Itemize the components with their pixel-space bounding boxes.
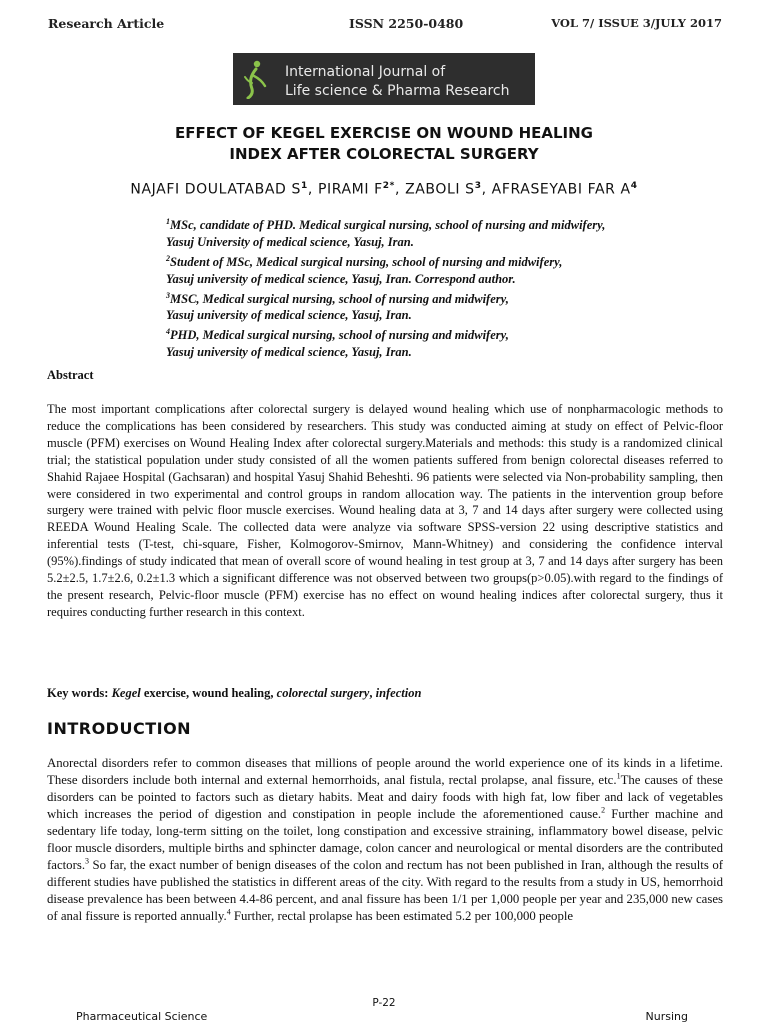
abstract-heading: Abstract	[47, 368, 94, 382]
introduction-heading: INTRODUCTION	[47, 719, 192, 738]
header-issn: ISSN 2250-0480	[349, 16, 464, 31]
author-name: NAJAFI DOULATABAD S	[130, 181, 301, 198]
citation-mark: 4	[226, 907, 231, 917]
footer-section-right: Nursing	[645, 1010, 688, 1023]
author-affiliation-mark: 4	[630, 181, 638, 191]
header-article-type: Research Article	[48, 16, 165, 31]
affiliation-line: $^1$MSc, candidate of PHD. Medical surgical nursing, school of nursing and midwifery,	[166, 217, 606, 233]
affiliation-line: $^2$Student of MSc, Medical surgical nursing, school of nursing and midwifery,	[166, 253, 563, 269]
author-name: ZABOLI S	[405, 181, 475, 198]
author-affiliation-mark: 2*	[382, 181, 395, 191]
author-affiliation-mark: 1	[300, 181, 308, 191]
introduction-body: Anorectal disorders refer to common diseases that millions of people around the world experience one of its kinds in a lifetime. These disorders include both internal and external hemorrhoids, anal fistula, rectal prolapse, anal fissure, etc.$^1$The causes of these disorders can be pointed to factors such as dietary habits. Meat and dairy foods with high fat, low fiber and lack of vegetables which increases the period of digestion and constipation in people include the aforementioned cause.$^2$ Further machine and sedentary life today, long-term sitting on the toilet, long constipation and excessive straining, inflammatory bowel disease, pelvic floor muscle disorders, multiple births and sphincter damage, colon cancer and neurological or mental disorders are the contributed factors.$^3$ So far, the exact number of benign diseases of the colon and rectum has not been published in Iran, although the results of different studies have published the statistics in different areas of the city. With regard to the results from a study in US, hemorrhoid disease prevalence has been between 4.4-86 percent, and anal fissure has been 1/1 per 1,000 people per year and 235,000 new cases of anal fissure is reported annually.$^4$ Further, rectal prolapse has been estimated 5.2 per 100,000 people	[47, 756, 723, 923]
citation-mark: 3	[85, 856, 90, 866]
header-volume-issue: VOL 7/ ISSUE 3/JULY 2017	[551, 16, 722, 30]
affiliation-line: $^4$PHD, Medical surgical nursing, school of nursing and midwifery,	[166, 327, 509, 343]
journal-name-line1: International Journal of	[285, 64, 446, 80]
affiliation-line: Yasuj university of medical science, Yasuj, Iran.	[166, 345, 412, 360]
page-number: P-22	[372, 997, 396, 1009]
running-figure-icon	[243, 59, 269, 99]
keywords: Key words: Kegel exercise, wound healing, colorectal surgery, infection	[47, 686, 422, 700]
abstract-body: The most important complications after colorectal surgery is delayed wound healing which use of nonpharmacologic methods to reduce the complications has been considered by researchers. This study was conducted aiming at study on effect of Pelvic-floor muscle (PFM) exercises on Wound Healing Index after colorectal surgery.Materials and methods: this study is a randomized clinical trial; the statistical population under study consisted of all the women patients suffered from benign colorectal diseases referred to Shahid Rajaee Hospital (Gachsaran) and hospital Yasuj Shahid Beheshti. 96 patients were selected via Non-probability sampling, then were considered in two experimental and control groups in random allocation way. The patients in the intervention group before surgery were trained with pelvic floor muscle exercises. Wound healing data at 3, 7 and 14 days after surgery were collected using REEDA Wound Healing Scale. The collected data were analyze via software SPSS-version 22 using descriptive statistics and inferential tests (T-test, chi-square, Fisher, Kolmogorov-Smirnov, Mann-Whitney) and considering the confidence interval (95%).findings of study indicated that mean of overall score of wound healing in test group at 3, 7 and 14 days after surgery has been 5.2±2.5, 1.7±2.6, 0.2±1.3 which a significant difference was not observed between two groups(p>0.05).with regard to the findings of the present research, Pelvic-floor muscle (PFM) exercise has no effect on wound healing indices after colorectal surgery, thus it requires conducting further research in this context.	[47, 402, 723, 619]
author-affiliation-mark: 3	[474, 181, 482, 191]
affiliations	[166, 214, 736, 361]
affiliation-line: Yasuj university of medical science, Yasuj, Iran. Correspond author.	[166, 271, 516, 286]
author-list: NAJAFI DOULATABAD $S^1$, PIRAMI $F^{2*}$, ZABOLI $S^3$, AFRASEYABI FAR $A^4$	[130, 181, 638, 198]
journal-banner	[233, 53, 535, 105]
affiliation-line: $^3$MSC, Medical surgical nursing, school of nursing and midwifery,	[166, 290, 509, 306]
citation-mark: 1	[616, 771, 621, 781]
paper-title-line1: EFFECT OF KEGEL EXERCISE ON WOUND HEALING	[175, 124, 593, 142]
affiliation-line: Yasuj University of medical science, Yasuj, Iran.	[166, 234, 414, 249]
author-name: AFRASEYABI FAR A	[491, 181, 631, 198]
journal-name-line2: Life science & Pharma Research	[285, 83, 510, 99]
affiliation-line: Yasuj university of medical science, Yasuj, Iran.	[166, 308, 412, 323]
paper-title-line2: INDEX AFTER COLORECTAL SURGERY	[229, 145, 539, 163]
footer-section-left: Pharmaceutical Science	[76, 1010, 208, 1023]
citation-mark: 2	[601, 805, 606, 815]
author-name: PIRAMI F	[317, 181, 383, 198]
